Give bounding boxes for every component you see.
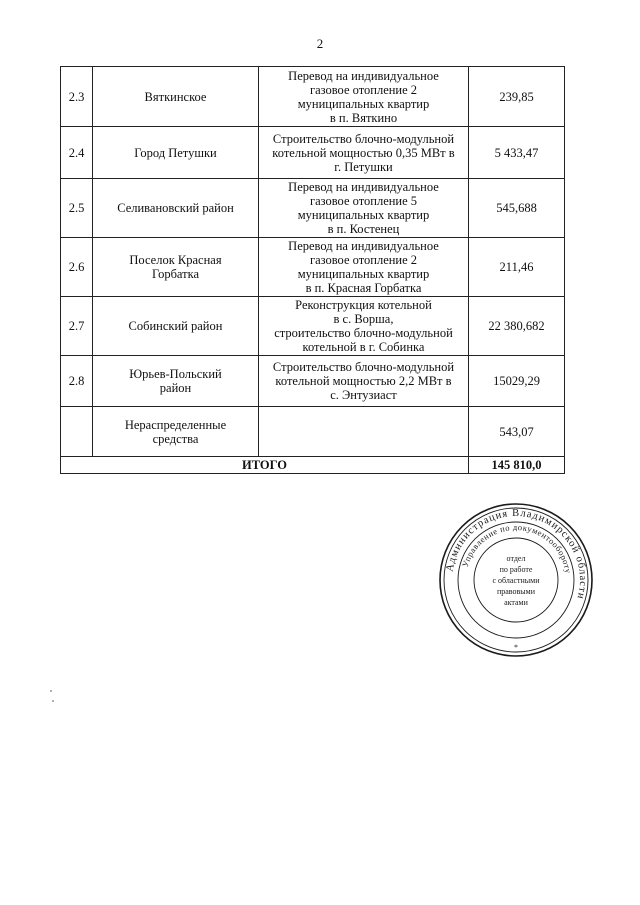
description-line: Реконструкция котельной: [295, 298, 432, 312]
project-description: [259, 238, 469, 297]
description-line: газовое отопление 5: [309, 194, 418, 208]
project-description: [259, 127, 469, 179]
table-row: [61, 238, 565, 297]
municipality-name-line: Селивановский район: [117, 201, 234, 215]
description-line: котельной мощностью 0,35 МВт в: [272, 145, 455, 160]
row-number: 2.7: [61, 297, 93, 356]
page-number: 2: [316, 36, 324, 51]
stamp-star: *: [514, 643, 518, 652]
stamp-center-line: отдел: [506, 554, 526, 563]
amount: 545,688: [469, 179, 565, 238]
description-line: муниципальных квартир: [297, 96, 430, 111]
amount: 543,07: [469, 407, 565, 457]
description-line: газовое отопление 2: [309, 82, 418, 97]
description-line: в п. Вяткино: [329, 110, 398, 125]
row-number: 2.4: [61, 127, 93, 179]
description-line: муниципальных квартир: [297, 208, 430, 222]
total-amount: 145 810,0: [469, 457, 565, 474]
description-line: Перевод на индивидуальное: [288, 239, 439, 253]
municipality-name-line: Юрьев-Польский: [129, 367, 222, 381]
stamp-center-line: по работе: [499, 565, 533, 574]
table-row: [61, 356, 565, 407]
row-number: 2.6: [61, 238, 93, 297]
stamp-center-line: правовыми: [496, 587, 536, 596]
description-line: котельной в г. Собинка: [302, 340, 425, 354]
row-number: 2.8: [61, 356, 93, 407]
description-line: Перевод на индивидуальное: [288, 68, 439, 83]
project-description: [259, 356, 469, 407]
row-number: [61, 407, 93, 457]
table-row: [61, 297, 565, 356]
municipality-name-line: Поселок Красная: [129, 253, 222, 267]
municipality-name-line: район: [159, 381, 192, 395]
description-line: газовое отопление 2: [309, 253, 418, 267]
municipality-name: [93, 297, 259, 356]
allocation-table: [60, 66, 565, 474]
row-number: 2.3: [61, 67, 93, 127]
municipality-name: [93, 356, 259, 407]
stamp-outer-text: Администрация Владимирской области: [444, 507, 589, 601]
amount: 239,85: [469, 67, 565, 127]
total-row: [61, 457, 565, 474]
total-label: ИТОГО: [61, 457, 469, 474]
table-row: [61, 127, 565, 179]
description-line: с. Энтузиаст: [330, 388, 397, 402]
description-line: Строительство блочно-модульной: [272, 360, 455, 374]
project-description: [259, 67, 469, 127]
table-row: [61, 179, 565, 238]
municipality-name: [93, 238, 259, 297]
description-line: муниципальных квартир: [297, 267, 430, 281]
municipality-name-line: Собинский район: [128, 319, 223, 333]
project-description: [259, 297, 469, 356]
description-line: в с. Ворша,: [333, 312, 394, 326]
description-line: Строительство блочно-модульной: [272, 131, 455, 146]
municipality-name-line: Город Петушки: [134, 145, 217, 160]
municipality-name-line: средства: [152, 431, 199, 446]
project-description: [259, 179, 469, 238]
amount: 15029,29: [469, 356, 565, 407]
description-line: строительство блочно-модульной: [274, 326, 453, 340]
municipality-name-line: Горбатка: [151, 267, 200, 281]
table-row: [61, 407, 565, 457]
amount: 211,46: [469, 238, 565, 297]
municipality-name: [93, 179, 259, 238]
municipality-name-line: Нераспределенные: [124, 417, 227, 432]
official-stamp: [436, 500, 596, 660]
scan-speck: [50, 690, 52, 692]
project-description: [259, 407, 469, 457]
description-line: в п. Красная Горбатка: [305, 281, 422, 295]
description-line: котельной мощностью 2,2 МВт в: [275, 374, 452, 388]
municipality-name: [93, 67, 259, 127]
description-line: Перевод на индивидуальное: [288, 180, 439, 194]
row-number: 2.5: [61, 179, 93, 238]
municipality-name-line: Вяткинское: [144, 89, 207, 104]
stamp-center-line: актами: [504, 598, 528, 607]
stamp-center-line: с областными: [492, 576, 540, 585]
description-line: г. Петушки: [334, 159, 393, 174]
municipality-name: [93, 127, 259, 179]
amount: 5 433,47: [469, 127, 565, 179]
table-row: [61, 67, 565, 127]
scan-speck: [52, 700, 54, 702]
stamp-inner-text: Управление по документообороту: [459, 521, 574, 575]
municipality-name: [93, 407, 259, 457]
amount: 22 380,682: [469, 297, 565, 356]
description-line: в п. Костенец: [327, 222, 400, 236]
